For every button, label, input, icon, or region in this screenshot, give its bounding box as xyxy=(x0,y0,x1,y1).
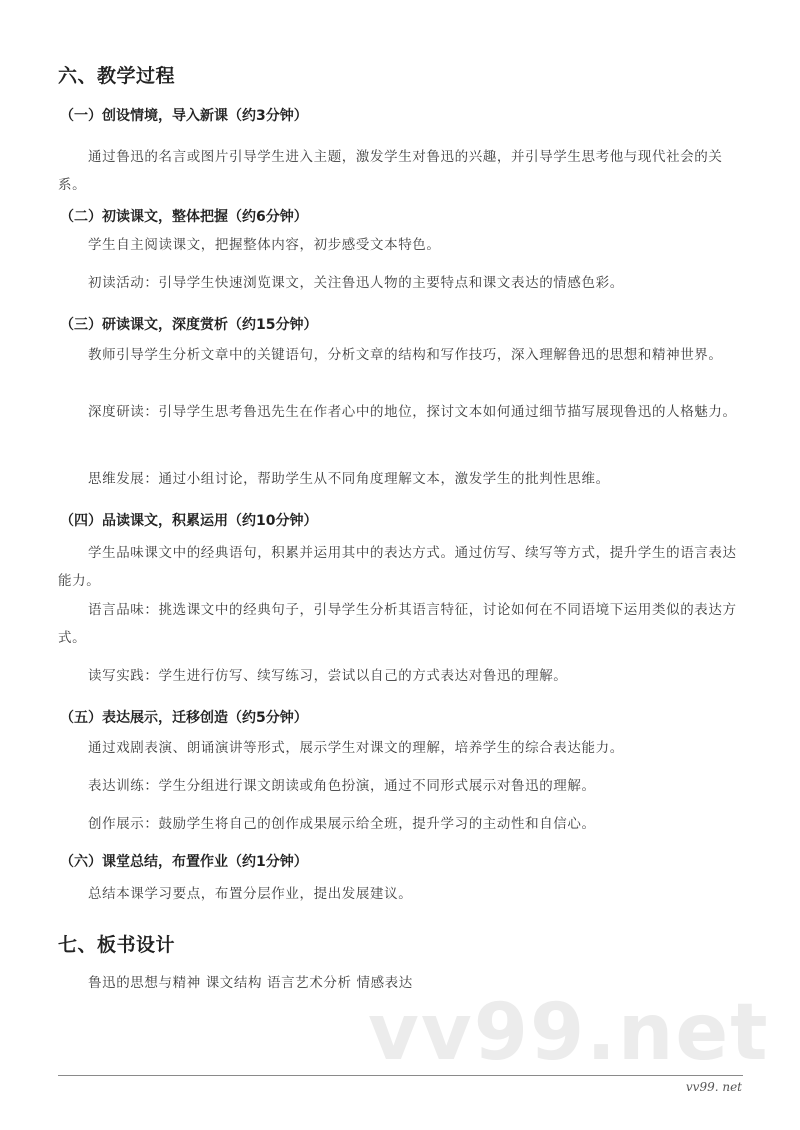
subsection-heading-1: （一）创设情境，导入新课（约3分钟） xyxy=(60,108,308,124)
paragraph: 深度研读：引导学生思考鲁迅先生在作者心中的地位，探讨文本如何通过细节描写展现鲁迅的人格魅力。 xyxy=(88,404,737,420)
footer-site-label: vv99. net xyxy=(685,1080,742,1094)
paragraph: 语言品味：挑选课文中的经典句子，引导学生分析其语言特征，讨论如何在不同语境下运用类似的表达方式。 xyxy=(58,602,737,646)
subsection-heading-5: （五）表达展示，迁移创造（约5分钟） xyxy=(60,710,308,726)
paragraph: 思维发展：通过小组讨论，帮助学生从不同角度理解文本，激发学生的批判性思维。 xyxy=(88,471,610,487)
subsection-heading-4: （四）品读课文，积累运用（约10分钟） xyxy=(60,513,318,529)
section-title-teaching-process: 六、教学过程 xyxy=(58,65,176,87)
paragraph: 学生自主阅读课文，把握整体内容，初步感受文本特色。 xyxy=(88,237,441,253)
paragraph: 表达训练：学生分组进行课文朗读或角色扮演，通过不同形式展示对鲁迅的理解。 xyxy=(88,778,596,794)
paragraph: 鲁迅的思想与精神 课文结构 语言艺术分析 情感表达 xyxy=(88,975,413,991)
paragraph: 初读活动：引导学生快速浏览课文，关注鲁迅人物的主要特点和课文表达的情感色彩。 xyxy=(88,275,624,291)
subsection-heading-3: （三）研读课文，深度赏析（约15分钟） xyxy=(60,317,318,333)
paragraph: 读写实践：学生进行仿写、续写练习，尝试以自己的方式表达对鲁迅的理解。 xyxy=(88,668,568,684)
paragraph: 学生品味课文中的经典语句，积累并运用其中的表达方式。通过仿写、续写等方式，提升学生的语言表达能力。 xyxy=(58,545,737,589)
paragraph: 总结本课学习要点，布置分层作业，提出发展建议。 xyxy=(88,886,413,902)
subsection-heading-6: （六）课堂总结，布置作业（约1分钟） xyxy=(60,854,308,870)
paragraph: 创作展示：鼓励学生将自己的创作成果展示给全班，提升学习的主动性和自信心。 xyxy=(88,816,596,832)
paragraph: 通过戏剧表演、朗诵演讲等形式，展示学生对课文的理解，培养学生的综合表达能力。 xyxy=(88,740,624,756)
subsection-heading-2: （二）初读课文，整体把握（约6分钟） xyxy=(60,209,308,225)
footer-divider xyxy=(58,1075,743,1076)
section-title-board-design: 七、板书设计 xyxy=(58,934,176,956)
watermark: vv99.net xyxy=(368,988,770,1078)
paragraph: 通过鲁迅的名言或图片引导学生进入主题，激发学生对鲁迅的兴趣，并引导学生思考他与现代社会的关系。 xyxy=(58,149,723,193)
paragraph: 教师引导学生分析文章中的关键语句，分析文章的结构和写作技巧，深入理解鲁迅的思想和精神世界。 xyxy=(88,347,723,363)
